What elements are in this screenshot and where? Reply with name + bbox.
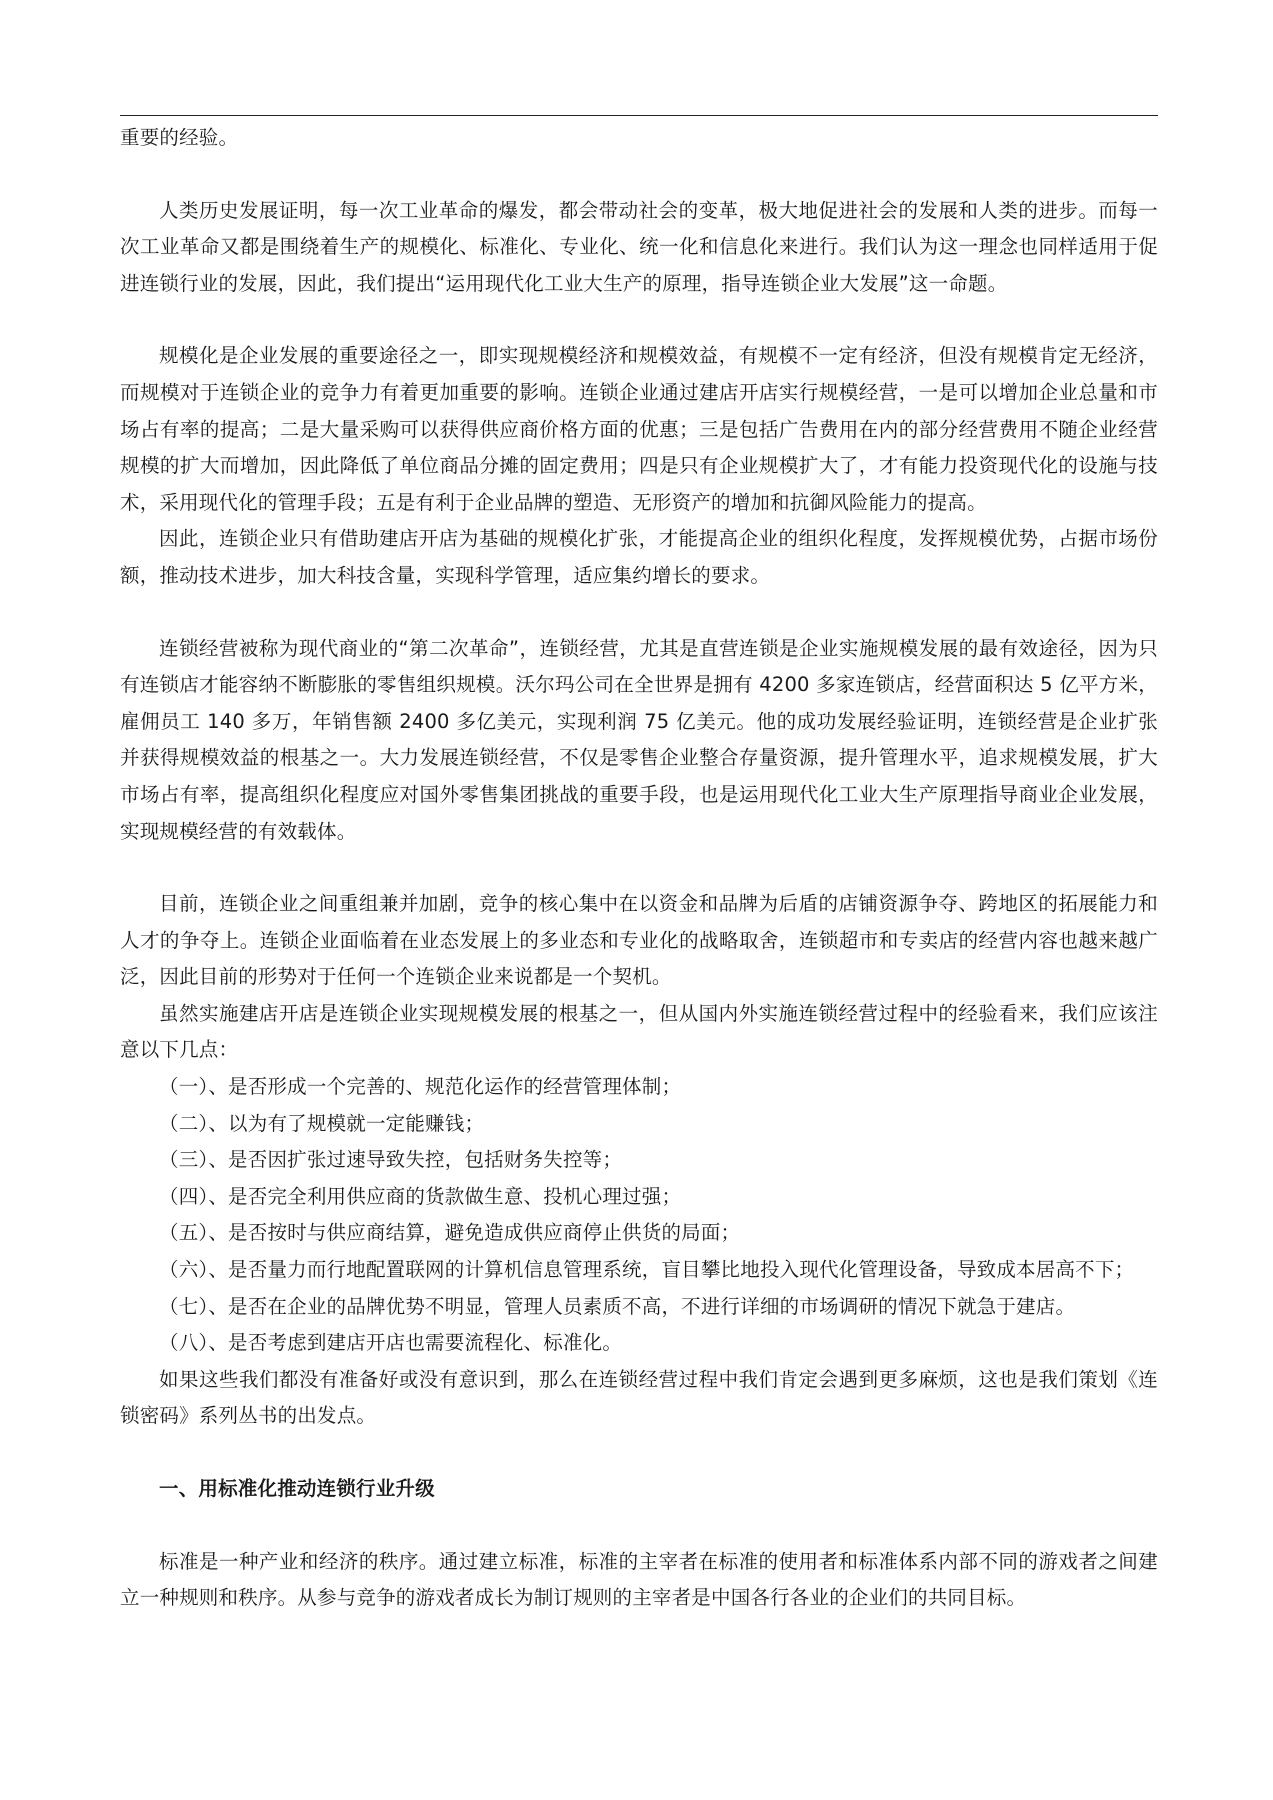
list-item-2: （二）、以为有了规模就一定能赚钱； — [159, 1111, 485, 1135]
paragraph-current-situation: 目前，连锁企业之间重组兼并加剧，竞争的核心集中在以资金和品牌为后盾的店铺资源争夺、跨地区的拓展能力和人才的争夺上。连锁企业面临着在业态发展上的多业态和专业化的战略取舍，连锁超市和专卖店的经营内容也越来越广泛，因此目前的形势对于任何一个连锁企业来说都是一个契机。 — [120, 892, 1158, 989]
section-heading: 一、用标准化推动连锁行业升级 — [159, 1477, 435, 1500]
list-item-4: （四）、是否完全利用供应商的货款做生意、投机心理过强； — [159, 1184, 682, 1208]
list-item-5: （五）、是否按时与供应商结算，避免造成供应商停止供货的局面； — [159, 1221, 741, 1245]
list-item-1: （一）、是否形成一个完善的、规范化运作的经营管理体制； — [159, 1075, 682, 1099]
header-rule — [120, 115, 1158, 116]
document-body — [120, 120, 1158, 1617]
paragraph-scale-conclusion: 因此，连锁企业只有借助建店开店为基础的规模化扩张，才能提高企业的组织化程度，发挥规模优势，占据市场份额，推动技术进步，加大科技含量，实现科学管理，适应集约增长的要求。 — [120, 527, 1158, 587]
list-item-6: （六）、是否量力而行地配置联网的计算机信息管理系统，盲目攀比地投入现代化管理设备，导致成本居高不下； — [159, 1258, 1135, 1282]
paragraph-scale: 规模化是企业发展的重要途径之一，即实现规模经济和规模效益，有规模不一定有经济，但没有规模肯定无经济，而规模对于连锁企业的竞争力有着更加重要的影响。连锁企业通过建店开店实行规模经营，一是可以增加企业总量和市场占有率的提高；二是大量采购可以获得供应商价格方面的优惠；三是包括广告费用在内的部分经营费用不随企业经营规模的扩大而增加，因此降低了单位商品分摊的固定费用；四是只有企业规模扩大了，才有能力投资现代化的设施与技术，采用现代化的管理手段；五是有利于企业品牌的塑造、无形资产的增加和抗御风险能力的提高。 — [120, 344, 1158, 514]
list-item-7: （七）、是否在企业的品牌优势不明显，管理人员素质不高，不进行详细的市场调研的情况下就急于建店。 — [159, 1294, 1076, 1318]
paragraph-chain-revolution: 连锁经营被称为现代商业的“第二次革命”，连锁经营，尤其是直营连锁是企业实施规模发展的最有效途径，因为只有连锁店才能容纳不断膨胀的零售组织规模。沃尔玛公司在全世界是拥有 4200 多家连锁店，经营面积达 5 亿平方米，雇佣员工 140 多万，年销售额 2400 多亿美元，实现利润 75 亿美元。他的成功发展经验证明，连锁经营是企业扩张并获得规模效益的根基之一。大力发展连锁经营，不仅是零售企业整合存量资源，提升管理水平，追求规模发展，扩大市场占有率，提高组织化程度应对国外零售集团挑战的重要手段，也是运用现代化工业大生产原理指导商业企业发展，实现规模经营的有效载体。 — [120, 636, 1158, 843]
paragraph-industrial-revolution: 人类历史发展证明，每一次工业革命的爆发，都会带动社会的变革，极大地促进社会的发展和人类的进步。而每一次工业革命又都是围绕着生产的规模化、标准化、专业化、统一化和信息化来进行。我们认为这一理念也同样适用于促进连锁行业的发展，因此，我们提出“运用现代化工业大生产的原理，指导连锁企业大发展”这一命题。 — [120, 198, 1158, 295]
paragraph-continuation: 重要的经验。 — [120, 126, 239, 149]
paragraph-standards: 标准是一种产业和经济的秩序。通过建立标准，标准的主宰者在标准的使用者和标准体系内部不同的游戏者之间建立一种规则和秩序。从参与竞争的游戏者成长为制订规则的主宰者是中国各行各业的企业们的共同目标。 — [120, 1549, 1158, 1610]
list-item-8: （八）、是否考虑到建店开店也需要流程化、标准化。 — [159, 1331, 623, 1355]
paragraph-series-origin: 如果这些我们都没有准备好或没有意识到，那么在连锁经营过程中我们肯定会遇到更多麻烦，这也是我们策划《连锁密码》系列丛书的出发点。 — [120, 1367, 1158, 1428]
paragraph-points-intro: 虽然实施建店开店是连锁企业实现规模发展的根基之一，但从国内外实施连锁经营过程中的经验看来，我们应该注意以下几点： — [120, 1001, 1158, 1062]
list-item-3: （三）、是否因扩张过速导致失控，包括财务失控等； — [159, 1148, 623, 1172]
